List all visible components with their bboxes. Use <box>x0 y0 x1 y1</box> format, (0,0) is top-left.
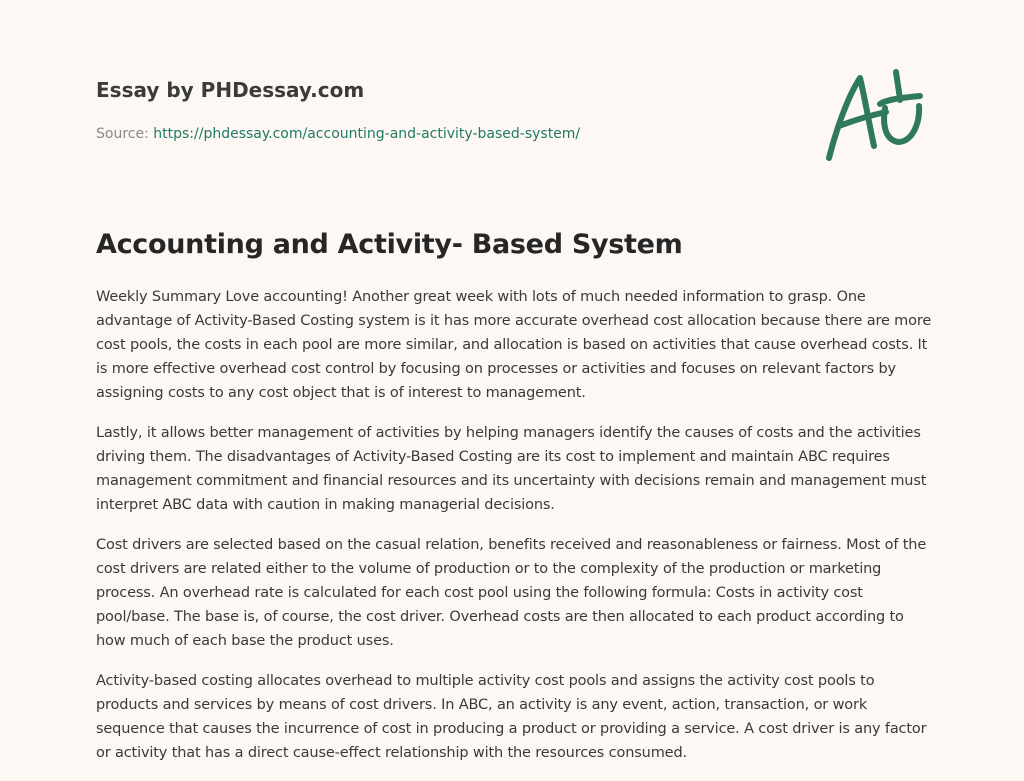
source-label: Source: <box>96 126 149 142</box>
site-header <box>96 76 796 144</box>
site-brand: Essay by PHDessay.com <box>96 78 365 102</box>
source-line <box>96 124 796 144</box>
essay-content <box>96 285 936 781</box>
a-plus-logo-icon <box>822 66 932 166</box>
essay-paragraph: Weekly Summary Love accounting! Another great week with lots of much needed information to grasp. One advantage of Activity-Based Costing system is it has more accurate overhead cost allocation because there are more cost pools, the costs in each pool are more similar, and allocation is based on activities that cause overhead costs. It is more effective overhead cost control by focusing on processes or activities and focuses on relevant factors by assigning costs to any cost object that is of interest to management. <box>96 289 932 401</box>
essay-paragraph: Cost drivers are selected based on the casual relation, benefits received and reasonableness or fairness. Most of the cost drivers are related either to the volume of production or to the complexity of the production or marketing process. An overhead rate is calculated for each cost pool using the following formula: Costs in activity cost pool/base. The base is, of course, the cost driver. Overhead costs are then allocated to each product according to how much of each base the product uses. <box>96 537 927 649</box>
essay-paragraph: Lastly, it allows better management of activities by helping managers identify the causes of costs and the activities driving them. The disadvantages of Activity-Based Costing are its cost to implement and maintain ABC requires management commitment and financial resources and its uncertainty with decisions remain and management must interpret ABC data with caution in making managerial decisions. <box>96 425 927 513</box>
essay-paragraph: Activity-based costing allocates overhead to multiple activity cost pools and assigns the activity cost pools to products and services by means of cost drivers. In ABC, an activity is any event, action, transaction, or work sequence that causes the incurrence of cost in producing a product or providing a service. A cost driver is any factor or activity that has a direct cause-effect relationship with the resources consumed. <box>96 673 927 761</box>
essay-title: Accounting and Activity- Based System <box>96 229 683 260</box>
source-link[interactable]: https://phdessay.com/accounting-and-activity-based-system/ <box>153 126 581 142</box>
